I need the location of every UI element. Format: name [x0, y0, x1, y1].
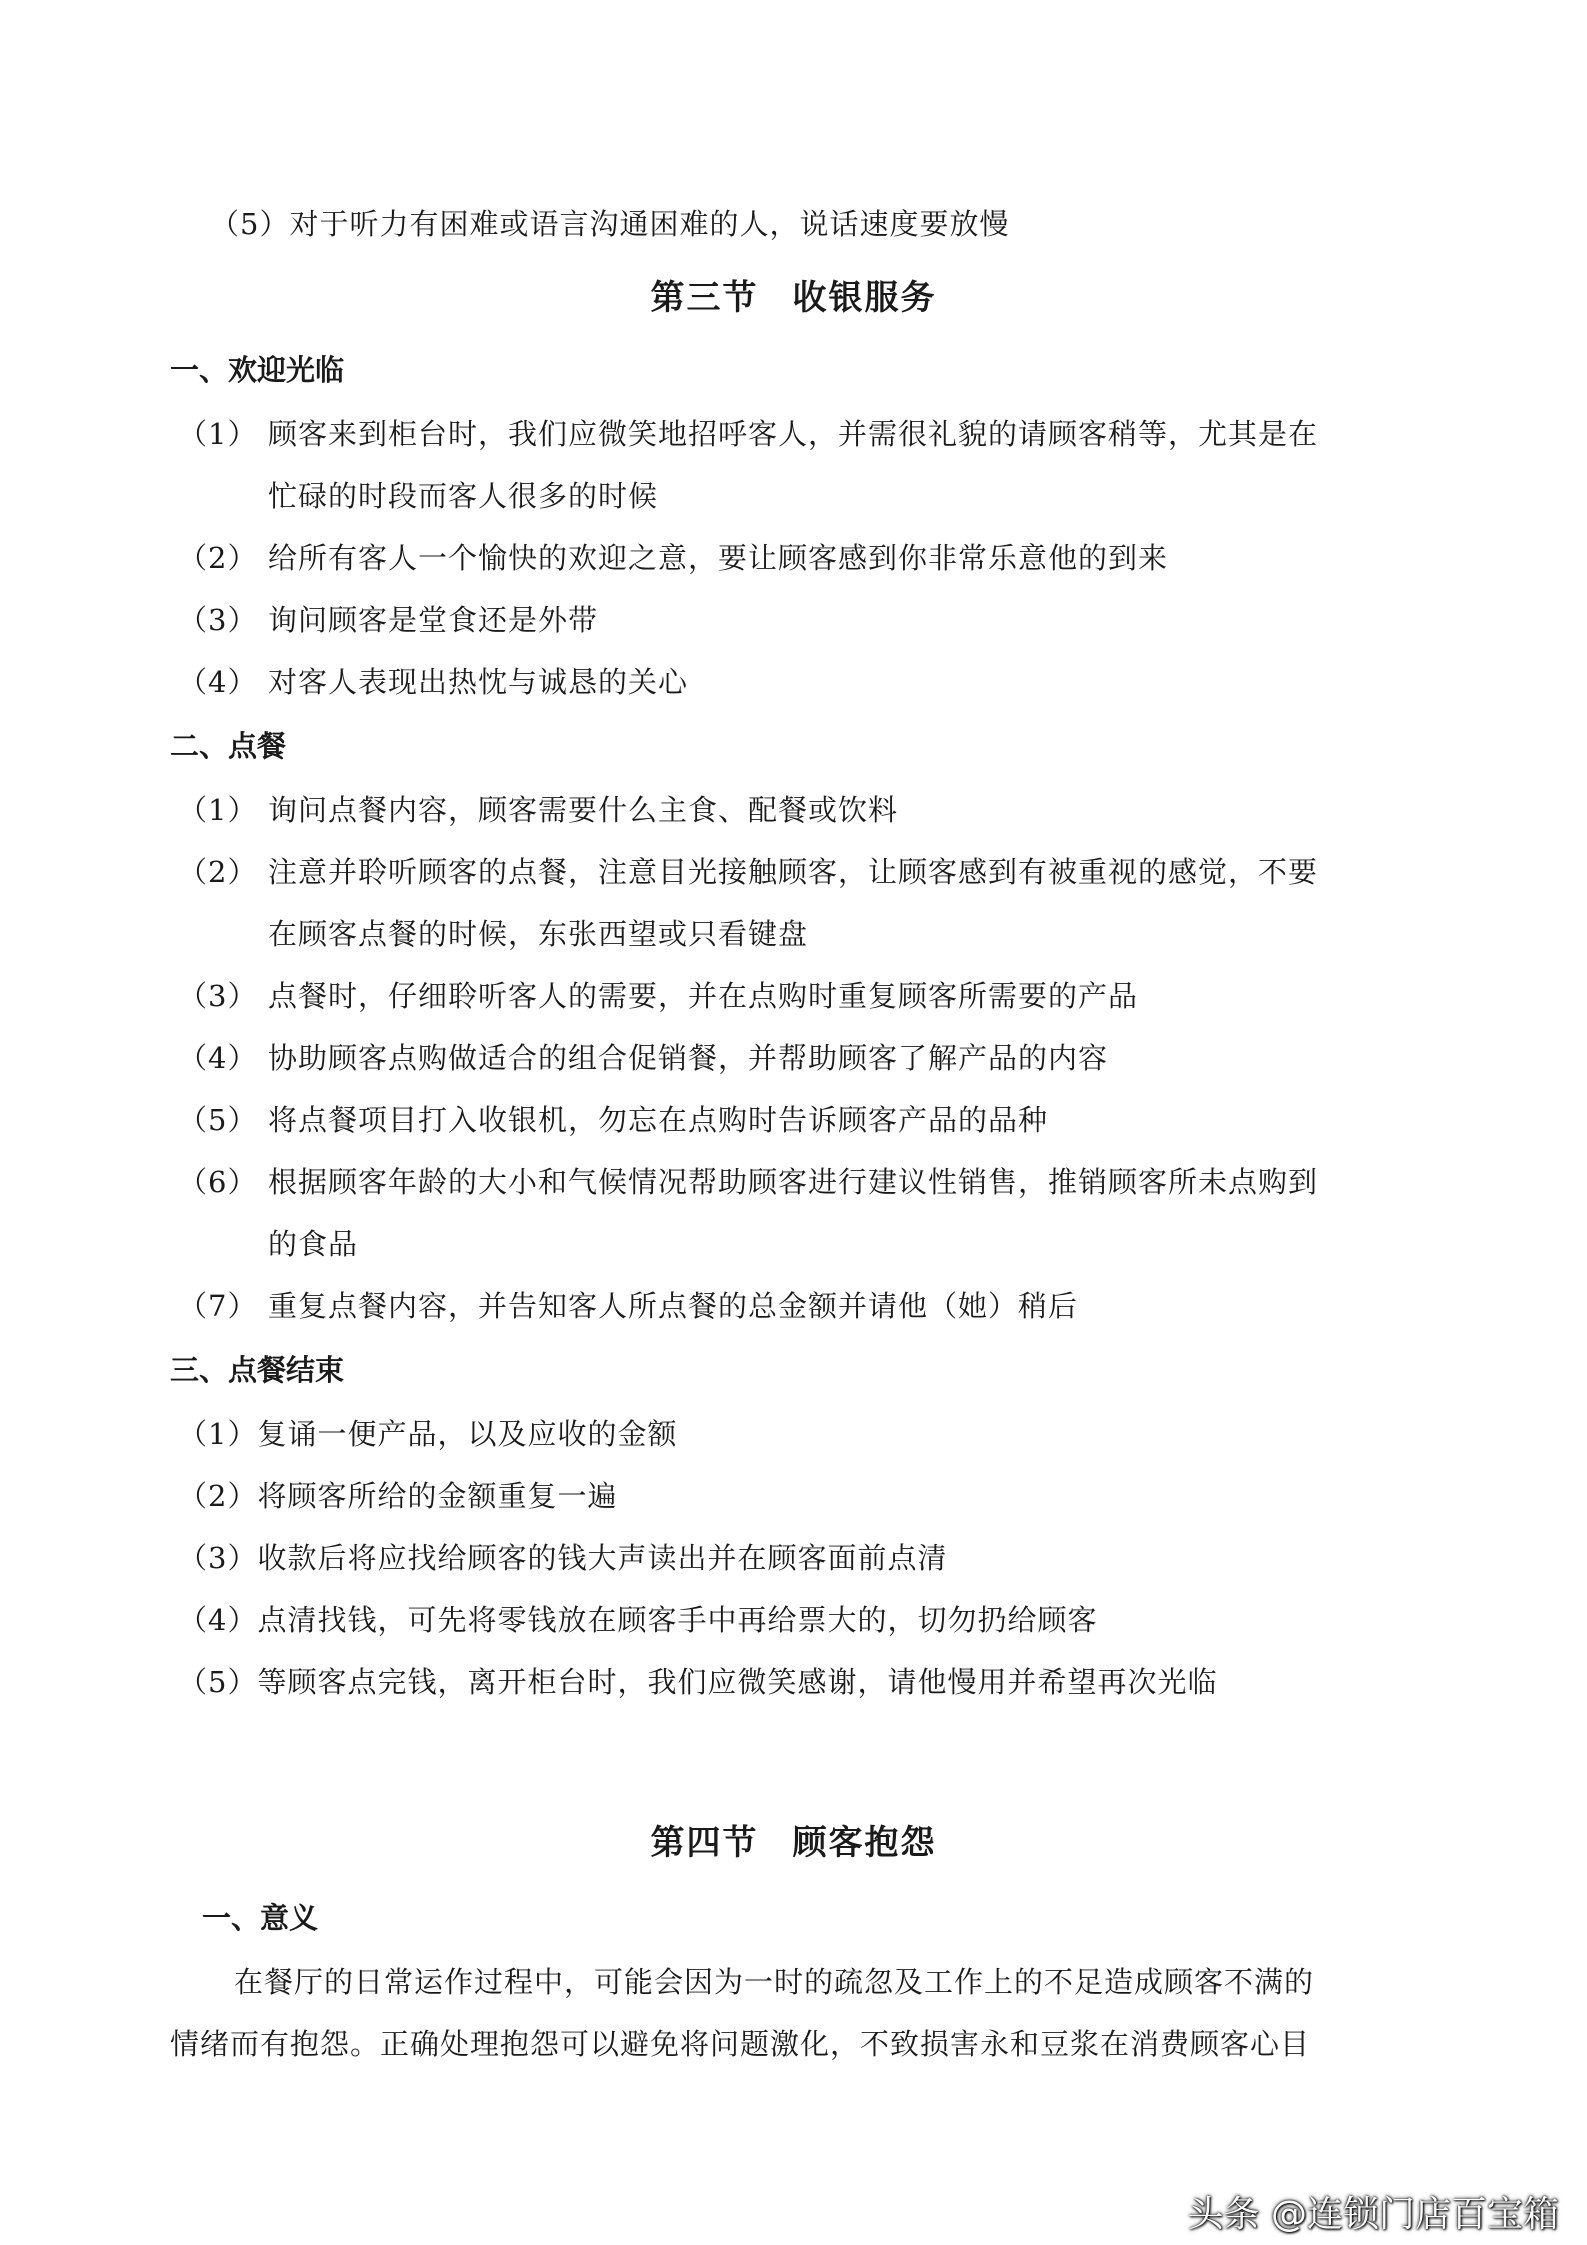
- item-text: 注意并聆听顾客的点餐，注意目光接触顾客，让顾客感到有被重视的感觉，不要: [268, 855, 1319, 889]
- item-text: 对客人表现出热忱与诚恳的关心: [268, 665, 689, 699]
- section-number: 第四节: [650, 1823, 759, 1863]
- subsection-heading: 二、点餐: [170, 729, 287, 763]
- item-number: （5）: [178, 1103, 258, 1137]
- section-number: 第三节: [650, 278, 759, 318]
- subsection-heading: 一、欢迎光临: [170, 353, 345, 387]
- subsection-heading: 一、意义: [202, 1901, 319, 1935]
- list-item: [178, 662, 688, 702]
- list-item-continuation: 在顾客点餐的时候，东张西望或只看键盘: [268, 917, 809, 951]
- list-item: （5）等顾客点完钱，离开柜台时，我们应微笑感谢，请他慢用并希望再次光临: [178, 1665, 1218, 1699]
- list-item: [178, 600, 598, 640]
- section-title: 顾客抱怨: [792, 1823, 937, 1863]
- item-text: 将点餐项目打入收银机，勿忘在点购时告诉顾客产品的品种: [268, 1103, 1049, 1137]
- item-text: 根据顾客年龄的大小和气候情况帮助顾客进行建议性销售，推销顾客所未点购到: [268, 1165, 1319, 1199]
- item-text: 给所有客人一个愉快的欢迎之意，要让顾客感到你非常乐意他的到来: [268, 541, 1169, 575]
- list-item: （2）将顾客所给的金额重复一遍: [178, 1479, 618, 1513]
- list-item: （5）对于听力有困难或语言沟通困难的人，说话速度要放慢: [210, 207, 1010, 241]
- item-number: （4）: [178, 665, 258, 699]
- item-text: 询问点餐内容，顾客需要什么主食、配餐或饮料: [268, 793, 899, 827]
- item-number: （3）: [178, 603, 258, 637]
- item-text: 点餐时，仔细聆听客人的需要，并在点购时重复顾客所需要的产品: [268, 979, 1139, 1013]
- list-item: [178, 1038, 1108, 1078]
- list-item: [178, 1100, 1048, 1140]
- item-text: 重复点餐内容，并告知客人所点餐的总金额并请他（她）稍后: [268, 1289, 1079, 1323]
- paragraph-line: 在餐厅的日常运作过程中，可能会因为一时的疏忽及工作上的不足造成顾客不满的: [234, 1965, 1315, 1999]
- watermark: 头条 @连锁门店百宝箱: [1187, 2194, 1559, 2235]
- list-item: （4）点清找钱，可先将零钱放在顾客手中再给票大的，切勿扔给顾客: [178, 1603, 1098, 1637]
- paragraph-line: 情绪而有抱怨。正确处理抱怨可以避免将问题激化，不致损害永和豆浆在消费顾客心目: [170, 2027, 1311, 2061]
- list-item-continuation: 的食品: [268, 1227, 359, 1261]
- item-number: （7）: [178, 1289, 258, 1323]
- item-number: （3）: [178, 979, 258, 1013]
- item-number: （2）: [178, 855, 258, 889]
- item-text: 询问顾客是堂食还是外带: [268, 603, 599, 637]
- list-item: [178, 1286, 1078, 1326]
- section-title: 收银服务: [792, 278, 937, 318]
- list-item: （3）收款后将应找给顾客的钱大声读出并在顾客面前点清: [178, 1541, 948, 1575]
- list-item: [178, 538, 1168, 578]
- section-heading: [0, 1820, 1587, 1866]
- list-item: [178, 790, 898, 830]
- item-text: 顾客来到柜台时，我们应微笑地招呼客人，并需很礼貌的请顾客稍等，尤其是在: [268, 417, 1319, 451]
- subsection-heading: 三、点餐结束: [170, 1353, 345, 1387]
- item-number: （2）: [178, 541, 258, 575]
- list-item: [178, 414, 1318, 454]
- list-item: [178, 976, 1138, 1016]
- item-number: （6）: [178, 1165, 258, 1199]
- list-item-continuation: 忙碌的时段而客人很多的时候: [268, 479, 659, 513]
- item-text: 协助顾客点购做适合的组合促销餐，并帮助顾客了解产品的内容: [268, 1041, 1109, 1075]
- item-number: （4）: [178, 1041, 258, 1075]
- list-item: [178, 852, 1318, 892]
- item-number: （1）: [178, 793, 258, 827]
- item-number: （1）: [178, 417, 258, 451]
- section-heading: [0, 275, 1587, 321]
- list-item: （1）复诵一便产品，以及应收的金额: [178, 1417, 678, 1451]
- list-item: [178, 1162, 1318, 1202]
